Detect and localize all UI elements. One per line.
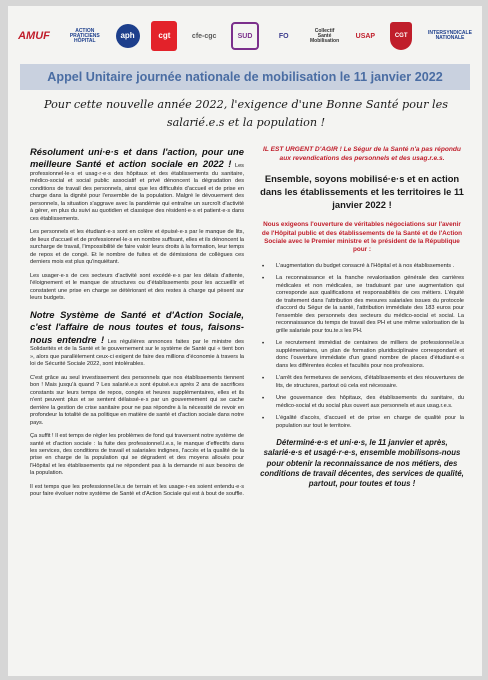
action-praticiens-logo: ACTION PRATICIENS HÔPITAL [69, 27, 100, 44]
system-paragraph [30, 309, 244, 369]
closing-call: Déterminé·e·s et uni·e·s, le 11 janvier et après, salarié·e·s et usagé·r·e·s, ensemble mobilisons-nous pour obtenir la reconnaissance de nos métiers, des conditions de travail décentes, des services de qualité, partout, pour toutes et tous ! [260, 437, 464, 489]
sud-logo: SUD [231, 22, 259, 50]
usap-logo: USAP [355, 32, 376, 40]
demands-list [260, 263, 464, 430]
mobilisation-callout: Ensemble, soyons mobilisé·e·s et en action dans les établissements et les territoires le 11 janvier 2022 ! [260, 173, 464, 210]
intersyndicale-logo: INTERSYNDICALE NATIONALE [428, 30, 472, 41]
shield-logo: CGT [390, 22, 412, 50]
paragraph-3: Les usager·e·s de ces secteurs d'activité sont excédé·e·s par les délais d'attente, l'éloignement et le manque de structures ou d'établissements pour les accueillir et constatent une prise en charge se détériorant et des restes à charge qui pèsent sur leurs budgets. [30, 272, 244, 302]
paragraph-text: Les professionnel·le·s et usag·r·e·s des hôpitaux et des établissements du sanitaire, médico-social et social public associatif et privé dénoncent la dégradation des conditions de travail des personnels, ainsi que les difficultés d'accueil et de prise en charge dans la dignité pour l'ensemble de la population. Malgré le dévouement des personnels, la situation s'aggrave avec la pandémie qui entraîne un surcroît d'activité à gérer, en plus du suivi au quotidien et classique des résident·e·s et patient·e·s dans ces établissements. [30, 163, 244, 222]
list-item: • Le recrutement immédiat de centaines de milliers de professionnel.le.s supplémentaires, un plan de formation pluridisciplinaire correspondant et donc l'ouverture immédiate d'un grand nombre de places d'étudiant·e·s dans les différentes écoles et facultés pour nos professions. [260, 340, 464, 370]
intro-paragraph [30, 146, 244, 223]
cfe-cgc-logo: cfe-cgc [191, 32, 217, 40]
urgent-callout: IL EST URGENT D'AGIR ! Le Ségur de la Santé n'a pas répondu aux revendications des personnels et des usag.r.e.s. [263, 146, 461, 162]
demands-intro: Nous exigeons l'ouverture de véritables négociations sur l'avenir de l'Hôpital public et des établissements de la Santé et de l'Action Sociale avec le Premier ministre et le président de la République pour : [261, 221, 463, 254]
page-subtitle: Pour cette nouvelle année 2022, l'exigence d'une Bonne Santé pour les salarié.e.s et la population ! [44, 98, 448, 129]
title-band [20, 64, 470, 90]
logo-row [14, 16, 476, 56]
list-item: • Une gouvernance des hôpitaux, des établissements du sanitaire, du médico-social et du social plus ouvert aux personnels et aux usag.r.e.s. [260, 395, 464, 410]
aph-logo: aph [116, 24, 140, 48]
list-item: • L'égalité d'accès, d'accueil et de prise en charge de qualité pour la population sur tout le territoire. [260, 415, 464, 430]
paragraph-text: Les régulières annonces faites par le ministre des Solidarités et de la Santé et le gouvernement sur le système de Santé qui « tient bon », alors que parallèlement ceux-ci exigent de faire des millions d'économie à travers la loi de Sécurité Sociale 2022, sont intolérables. [30, 338, 244, 368]
flyer-page [8, 6, 482, 676]
collectif-logo: Collectif Santé Mobilisation [309, 27, 340, 44]
page-title: Appel Unitaire journée nationale de mobilisation le 11 janvier 2022 [47, 70, 443, 84]
right-column [260, 146, 464, 489]
paragraph-6: Ça suffit ! Il est temps de régler les problèmes de fond qui traversent notre système de santé et d'action sociale : la fuite des professionnel.l.e.s, le manque d'effectifs dans les services, des conditions de travail et salariales indignes, l'accès et la qualité de la prise en charge de la population qui se dégradent et des moyens alloués pour l'Hôpital et les établissements qui ne répondent pas à la demande ni aux besoins de la population. [30, 433, 244, 477]
lead-heading-1: Résolument uni·e·s et dans l'action, pour une meilleure Santé et action sociale en 2022 ! [30, 146, 244, 170]
paragraph-2: Les personnels et les étudiant·e·s sont en colère et épuisé·e·s par le manque de lits, de lieux d'accueil et de professionnel·le·s en nombre suffisant, elles et ils dénoncent la surcharge de travail, l'impossibilité de faire valoir leurs droits à la formation, leur temps de repos et de congé. Et le nombre de fuites et de démissions de collègues ces derniers mois est plus qu'inquiétant. [30, 229, 244, 266]
fo-logo: FO [278, 32, 289, 40]
lead-heading-2: Notre Système de Santé et d'Action Sociale, c'est l'affaire de nous toutes et tous, faisons-nous entendre ! [30, 308, 244, 345]
list-item: • L'arrêt des fermetures de services, d'établissements et des réouvertures de lits, de structures, partout où cela est nécessaire. [260, 375, 464, 390]
left-column [30, 146, 244, 505]
list-item: • L'augmentation du budget consacré à l'Hôpital et à nos établissements . [260, 263, 464, 270]
paragraph-7: Il est temps que les professionnel.le.s de terrain et les usage·r·es soient entendu·e·s pour faire évoluer notre système de Santé et d'Action Sociale qui est à bout de souffle. [30, 483, 244, 498]
list-item: • La reconnaissance et la franche revalorisation générale des carrières médicales et non médicales, se traduisant par une augmentation qui corresponde aux qualifications et responsabilités de ces métiers. L'équité de traitement dans l'attribution des mesures salariales issues du protocole d'accord du Ségur de la santé, l'attribution immédiate des 183 euros pour l'ensemble des personnels des secteurs du médico-social et social. La reconnaissance du temps de travail des PH et une même valorisation de la grille salariale pour tou.te.s les PH. [260, 275, 464, 335]
paragraph-5: C'est grâce au seul investissement des personnels que nos établissements tiennent bon ! Mais jusqu'à quand ? Les salarié.e.s sont épuisé.e.s après 2 ans de sacrifices constants sur leurs temps de repos, congés et heures supplémentaires, elles et ils n'ent peuvent plus et se sentent délaissé·e·s par un gouvernement qui se cache derrière la gestion de crise sanitaire pour ne pas répondre à la nécessité de revoir en profondeur la totalité de sa politique en matière de santé et d'action sociale dans notre pays. [30, 374, 244, 426]
amuf-logo: AMUF [18, 29, 50, 42]
cgt-logo: cgt [151, 21, 177, 51]
